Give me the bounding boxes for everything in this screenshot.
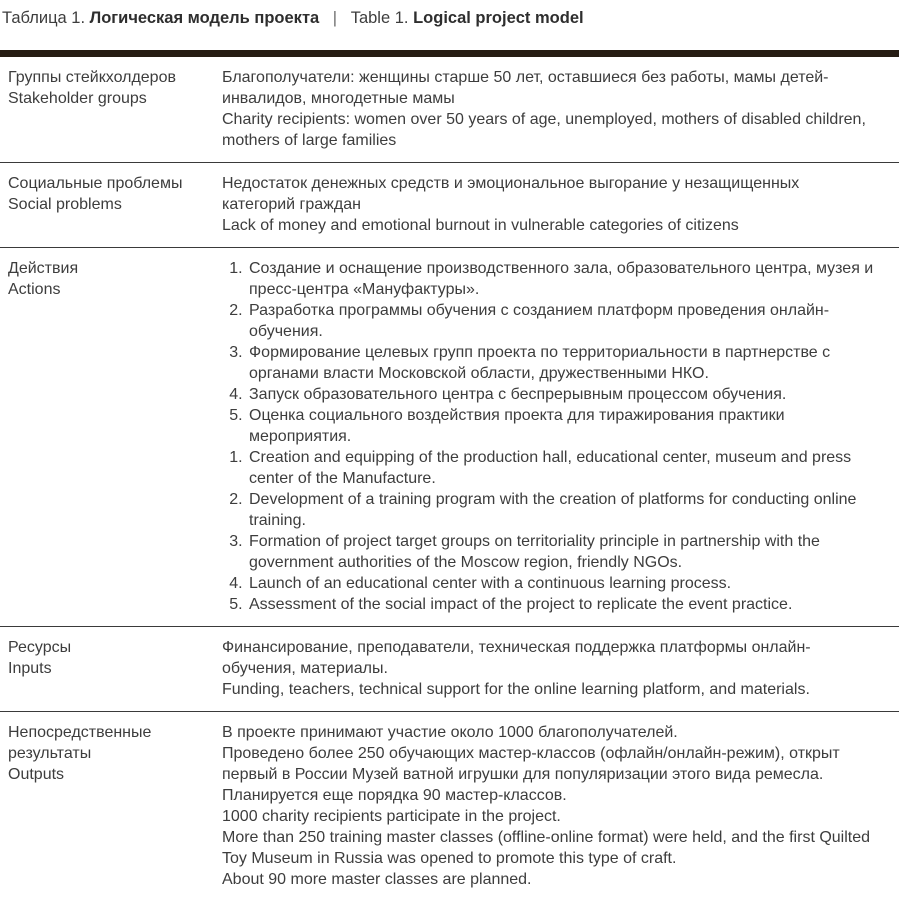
cell-paragraph: 1000 charity recipients participate in the project. [222,808,561,825]
row-label-line: Actions [8,281,61,298]
cell-paragraph: Благополучатели: женщины старше 50 лет, оставшиеся без работы, мамы детей-инвалидов, многодетные мамы [222,69,829,107]
row-content [222,173,882,236]
list-item: 3. Formation of project target groups on territoriality principle in partnership with the government authorities of the Moscow region, friendly NGOs. [247,531,876,573]
cell-paragraph: About 90 more master classes are planned. [222,871,532,888]
cell-paragraph: Проведено более 250 обучающих мастер-классов (офлайн/онлайн-режим), открыт первый в России Музей ватной игрушки для популяризации этого вида ремесла. [222,745,840,783]
row-label-line: Stakeholder groups [8,90,147,107]
list-item: 3. Формирование целевых групп проекта по территориальности в партнерстве с органами власти Московской области, дружественными НКО. [247,342,876,384]
list-item: 4. Launch of an educational center with a continuous learning process. [247,573,876,594]
caption-separator: | [332,9,338,27]
caption-en-title: Logical project model [413,9,584,27]
caption-ru-title: Логическая модель проекта [89,9,320,27]
cell-paragraph: Планируется еще порядка 90 мастер-классов. [222,787,567,804]
table-row [0,248,899,627]
table-row [0,627,899,712]
row-label [0,637,222,679]
numbered-list [222,447,876,615]
row-label [0,173,222,215]
cell-paragraph: Недостаток денежных средств и эмоциональное выгорание у незащищенных категорий граждан [222,175,800,213]
row-label-line: Непосредственные результаты [8,724,152,762]
cell-paragraph: Финансирование, преподаватели, техническая поддержка платформы онлайн-обучения, материалы. [222,639,811,677]
row-label-line: Inputs [8,660,52,677]
list-item: 1. Creation and equipping of the production hall, educational center, museum and press center of the Manufacture. [247,447,876,489]
row-label-line: Группы стейкхолдеров [8,69,176,86]
table-top-rule [0,50,899,57]
row-content [222,258,882,615]
cell-paragraph: Funding, teachers, technical support for the online learning platform, and materials. [222,681,810,698]
row-label [0,722,222,785]
row-label-line: Действия [8,260,79,277]
table-row [0,57,899,163]
caption-ru-label: Таблица 1. [2,9,86,27]
caption-en-label: Table 1. [350,9,409,27]
list-item: 2. Разработка программы обучения с созданием платформ проведения онлайн-обучения. [247,300,876,342]
numbered-list [222,258,876,447]
row-label [0,67,222,109]
list-item: 1. Создание и оснащение производственного зала, образовательного центра, музея и пресс-центра «Мануфактуры». [247,258,876,300]
table-caption [0,0,899,29]
logical-model-table [0,57,899,901]
list-item: 5. Оценка социального воздействия проекта для тиражирования практики мероприятия. [247,405,876,447]
row-content [222,67,882,151]
list-item: 4. Запуск образовательного центра с беспрерывным процессом обучения. [247,384,876,405]
row-label-line: Outputs [8,766,65,783]
row-label-line: Ресурсы [8,639,72,656]
list-item: 5. Assessment of the social impact of the project to replicate the event practice. [247,594,876,615]
row-label-line: Social problems [8,196,122,213]
row-label [0,258,222,300]
row-label-line: Социальные проблемы [8,175,183,192]
table-row [0,712,899,901]
cell-paragraph: Charity recipients: women over 50 years of age, unemployed, mothers of disabled children, mothers of large families [222,111,866,149]
row-content [222,637,882,700]
cell-paragraph: More than 250 training master classes (offline-online format) were held, and the first Quilted Toy Museum in Russia was opened to promote this type of craft. [222,829,871,867]
cell-paragraph: В проекте принимают участие около 1000 благополучателей. [222,724,678,741]
list-item: 2. Development of a training program with the creation of platforms for conducting online training. [247,489,876,531]
row-content [222,722,882,890]
cell-paragraph: Lack of money and emotional burnout in vulnerable categories of citizens [222,217,739,234]
table-row [0,163,899,248]
